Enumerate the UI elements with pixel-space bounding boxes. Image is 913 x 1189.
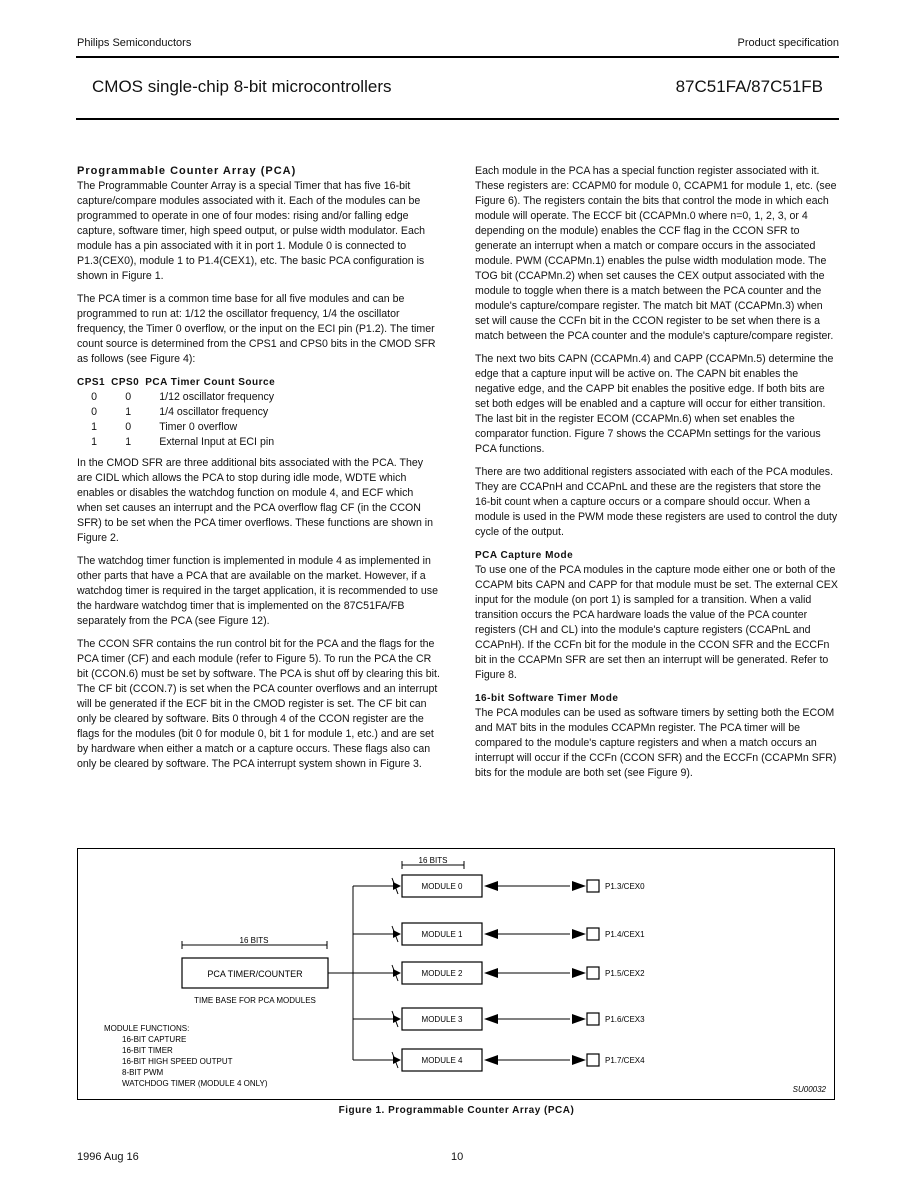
figure-pca-diagram [77,848,835,1100]
document-title: CMOS single-chip 8-bit microcontrollers [92,77,392,96]
header-rule-top [76,56,839,58]
table-cell: 1 [91,436,98,448]
table-header: CPS0 [111,377,140,388]
table-cell: 1/12 oscillator frequency [159,391,275,403]
document-type: Product specification [737,37,839,49]
section-heading-capture: PCA Capture Mode [475,550,574,561]
arrowhead-right [572,968,586,978]
table-row [77,405,281,420]
arrowhead-left [484,1014,498,1024]
table-cell: 1 [91,421,98,433]
bus-label-top: 16 BITS [418,856,448,865]
paragraph: The watchdog timer function is implemented in module 4 as implemented in other parts that have a PCA that are available on the market. However, if a watchdog timer is required in the target application, it is recommended to use the hardware watchdog timer that is implemented on the 87C51FA/FB separately from the PCA (see Figure 12). [77,555,438,627]
pin-square [587,967,599,979]
page-number: 10 [451,1151,464,1163]
pin-label: P1.4/CEX1 [605,930,645,939]
arrowhead-left [484,929,498,939]
part-number: 87C51FA/87C51FB [675,77,823,96]
module-label: MODULE 2 [421,969,463,978]
figure-caption: Figure 1. Programmable Counter Array (PCA) [338,1105,575,1116]
arrowhead-right [572,929,586,939]
arrowhead-left [484,968,498,978]
paragraph: The PCA timer is a common time base for all five modules and can be programmed to run at: 1/12 the oscillator frequency, 1/4 the oscillator frequency, the Timer 0 overflow, or the input on the ECI pin (P1.2). The timer count source is determined from the CPS1 and CPS0 bits in the CMOD SFR as follows (see Figure 4): [77,293,436,365]
paragraph: The Programmable Counter Array is a special Timer that has five 16-bit capture/compare modules associated with it. Each of the modules can be programmed to operate in one of four modes: rising and/or falling edge capture, software timer, high speed output, or pulse width modulator. Each module has a pin associated with it in port 1. Module 0 is connected to P1.3(CEX0), module 1 to P1.4(CEX1), etc. The basic PCA configuration is shown in Figure 1. [77,180,426,282]
paragraph: To use one of the PCA modules in the capture mode either one or both of the CCAPM bits CAPN and CAPP for that module must be set. The external CEX input for the module (on port 1) is sampled for a transition. When a valid transition occurs the PCA hardware loads the value of the PCA counter registers (CH and CL) into the module's capture registers (CCAPnL and CCAPnH). If the CCFn bit for the module in the CCON SFR and the ECCFn bit in the CCAPMn SFR are set then an interrupt will be generated. Refer to Figure 8. [475,564,838,681]
table-row [77,420,281,435]
arrowhead-right [572,1014,586,1024]
section-heading-timer: 16-bit Software Timer Mode [475,693,619,704]
arrowhead-left [484,1055,498,1065]
footer-date: 1996 Aug 16 [77,1151,139,1163]
pin-square [587,880,599,892]
pin-label: P1.5/CEX2 [605,969,645,978]
section-heading-pca: Programmable Counter Array (PCA) [77,165,297,177]
left-column [77,164,441,780]
arrowhead-right [572,1055,586,1065]
timebase-label: TIME BASE FOR PCA MODULES [194,996,316,1005]
module-label: MODULE 0 [421,882,463,891]
header-rule-bottom [76,118,839,120]
table-header: PCA Timer Count Source [145,377,276,388]
module-label: MODULE 3 [421,1015,463,1024]
table-cell: 0 [125,391,132,403]
table-cell: External Input at ECI pin [159,436,275,448]
function-item: 16-BIT TIMER [122,1046,173,1055]
pca-block-diagram [78,849,833,1098]
function-item: 16-BIT HIGH SPEED OUTPUT [122,1057,233,1066]
pin-label: P1.7/CEX4 [605,1056,645,1065]
table-cell: 0 [91,406,98,418]
pin-square [587,1054,599,1066]
paragraph: Each module in the PCA has a special function register associated with it. These registers are: CCAPM0 for module 0, CCAPM1 for module 1, etc. (see Figure 6). The registers contain the bits that control the mode in which each module will operate. The ECCF bit (CCAPMn.0 where n=0, 1, 2, 3, or 4 depending on the module) enables the CCF flag in the CCON SFR to generate an interrupt when a match or compare occurs in the associated module. PWM (CCAPMn.1) enables the pulse width modulation mode. The TOG bit (CCAPMn.2) when set causes the CEX output associated with the module to toggle when there is a match between the PCA counter and the module's capture/compare register. The match bit MAT (CCAPMn.3) when set will cause the CCFn bit in the CCON register to be set when there is a match between the PCA counter and the module's capture/compare register. [475,165,837,342]
count-source-table [77,375,281,450]
table-row [77,435,281,450]
table-cell: 0 [125,421,132,433]
pin-square [587,1013,599,1025]
table-header: CPS1 [77,377,106,388]
table-row [77,390,281,405]
paragraph: The PCA modules can be used as software timers by setting both the ECOM and MAT bits in the modules CCAPMn register. The PCA timer will be compared to the module's capture registers and when a match occurs an interrupt will occur if the CCFn (CCON SFR) and the ECCFn (CCAPMn SFR) bits for the module are both set (see Figure 9). [475,707,837,779]
module-label: MODULE 4 [421,1056,463,1065]
figure-code: SU00032 [792,1085,826,1094]
pin-label: P1.3/CEX0 [605,882,645,891]
table-cell: 1 [125,436,132,448]
function-item: 8-BIT PWM [122,1068,164,1077]
arrowhead-right [572,881,586,891]
paragraph: The next two bits CAPN (CCAPMn.4) and CAPP (CCAPMn.5) determine the edge that a capture input will be active on. The CAPN bit enables the negative edge, and the CAPP bit enables the positive edge. If both bits are set both edges will be enabled and a capture will occur for either transition. The last bit in the register ECOM (CCAPMn.6) when set enables the comparator function. Figure 7 shows the CCAPMn settings for the various PCA functions. [475,353,834,455]
bus-label-left: 16 BITS [239,936,269,945]
counter-label: PCA TIMER/COUNTER [207,969,303,979]
right-column [475,164,839,789]
module-label: MODULE 1 [421,930,463,939]
functions-title: MODULE FUNCTIONS: [104,1024,190,1033]
paragraph: There are two additional registers associated with each of the PCA modules. They are CCAPnH and CCAPnL and these are the registers that store the 16-bit count when a capture occurs or a compare should occur. When a module is used in the PWM mode these registers are used to control the duty cycle of the output. [475,466,838,538]
table-cell: 0 [91,391,98,403]
paragraph: The CCON SFR contains the run control bit for the PCA and the flags for the PCA timer (CF) and each module (refer to Figure 5). To run the PCA the CR bit (CCON.6) must be set by software. The PCA is shut off by clearing this bit. The CF bit (CCON.7) is set when the PCA counter overflows and an interrupt will be generated if the ECF bit in the CMOD register is set. The CF bit can only be cleared by software. Bits 0 through 4 of the CCON register are the flags for the modules (bit 0 for module 0, bit 1 for module 1, etc.) and are set by hardware when either a match or a capture occurs. These flags also can only be cleared by software. The PCA interrupt system shown in Figure 3. [77,638,440,770]
table-cell: 1 [125,406,132,418]
function-item: WATCHDOG TIMER (MODULE 4 ONLY) [122,1079,268,1088]
arrowhead-left [484,881,498,891]
pin-label: P1.6/CEX3 [605,1015,645,1024]
pin-square [587,928,599,940]
table-cell: Timer 0 overflow [159,421,238,433]
function-item: 16-BIT CAPTURE [122,1035,187,1044]
table-cell: 1/4 oscillator frequency [159,406,269,418]
paragraph: In the CMOD SFR are three additional bits associated with the PCA. They are CIDL which allows the PCA to stop during idle mode, WDTE which enables or disables the watchdog function on module 4, and ECF which when set causes an interrupt and the PCA overflow flag CF (in the CCON SFR) to be set when the PCA timer overflows. These functions are shown in Figure 2. [77,457,434,544]
company-name: Philips Semiconductors [77,37,192,49]
